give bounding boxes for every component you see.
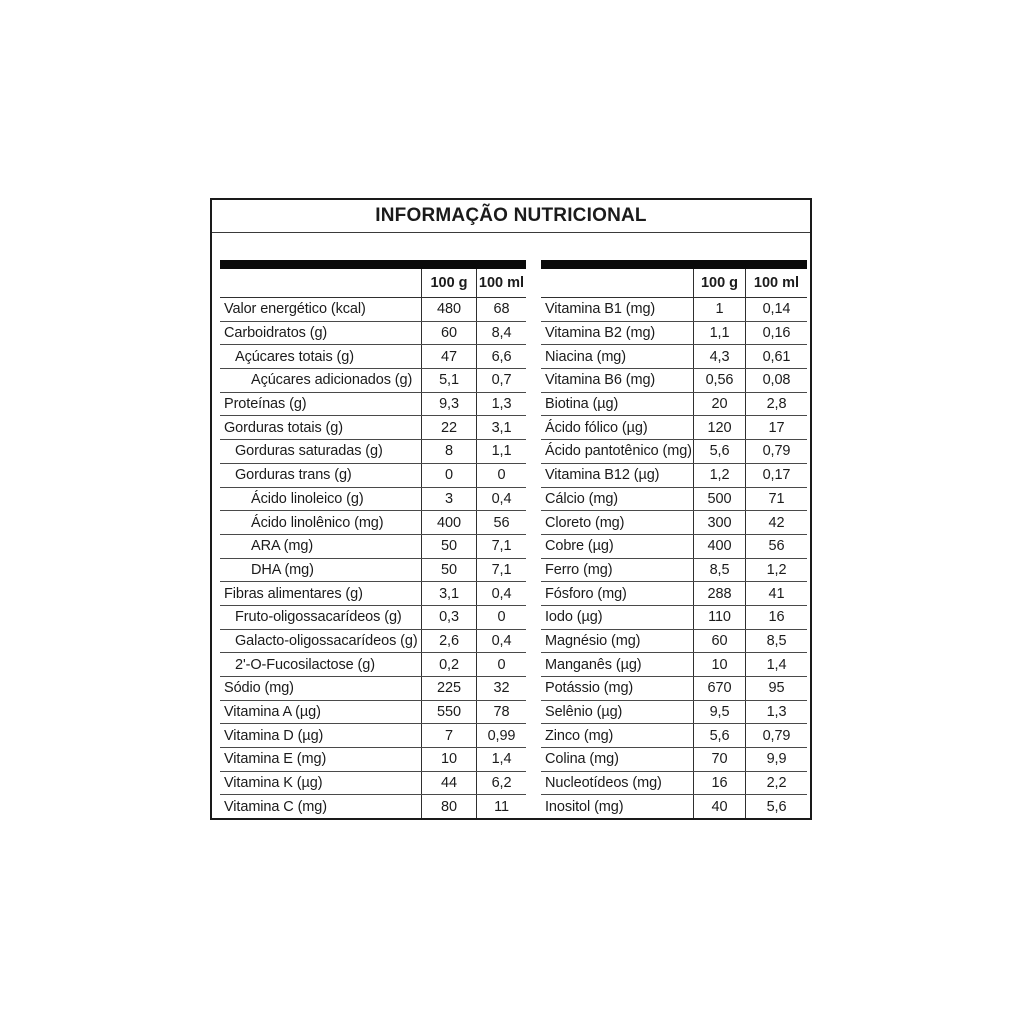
nutrient-label: Fósforo (mg): [545, 585, 627, 602]
table-row: [541, 322, 807, 346]
value-100g: 8: [421, 440, 476, 463]
value-100ml: 6,2: [476, 772, 526, 795]
nutrition-table-left: [220, 260, 526, 818]
nutrition-facts-panel: [210, 198, 812, 820]
nutrient-label: Vitamina A (µg): [224, 704, 321, 721]
value-100g: 5,1: [421, 369, 476, 392]
value-100ml: 7,1: [476, 559, 526, 582]
nutrient-label: Proteínas (g): [224, 396, 307, 413]
value-100g: 480: [421, 298, 476, 321]
value-100g: 16: [693, 772, 745, 795]
value-100ml: 1,4: [745, 653, 807, 676]
value-100ml: 8,5: [745, 630, 807, 653]
table-row: [220, 440, 526, 464]
value-100g: 47: [421, 345, 476, 368]
nutrient-label: Vitamina B1 (mg): [545, 301, 656, 318]
table-row: [541, 582, 807, 606]
value-100ml: 56: [476, 511, 526, 534]
value-100ml: 3,1: [476, 416, 526, 439]
table-row: [541, 724, 807, 748]
value-100g: 40: [693, 795, 745, 818]
table-row: [220, 630, 526, 654]
value-100ml: 17: [745, 416, 807, 439]
value-100g: 110: [693, 606, 745, 629]
table-body: [541, 298, 807, 818]
header-label-cell: [220, 269, 421, 297]
table-row: [541, 393, 807, 417]
table-row: [541, 677, 807, 701]
value-100ml: 2,2: [745, 772, 807, 795]
table-row: [220, 416, 526, 440]
table-row: [541, 535, 807, 559]
value-100g: 1: [693, 298, 745, 321]
value-100ml: 2,8: [745, 393, 807, 416]
value-100ml: 71: [745, 488, 807, 511]
value-100ml: 0: [476, 606, 526, 629]
value-100ml: 95: [745, 677, 807, 700]
value-100g: 10: [421, 748, 476, 771]
value-100ml: 0,17: [745, 464, 807, 487]
nutrient-label: Ácido fólico (µg): [545, 419, 648, 436]
col-header-100ml: 100 ml: [476, 269, 526, 297]
value-100g: 60: [421, 322, 476, 345]
nutrient-label: Valor energético (kcal): [224, 301, 366, 318]
value-100ml: 1,2: [745, 559, 807, 582]
value-100ml: 78: [476, 701, 526, 724]
value-100g: 550: [421, 701, 476, 724]
value-100ml: 5,6: [745, 795, 807, 818]
table-row: [220, 298, 526, 322]
value-100g: 8,5: [693, 559, 745, 582]
nutrient-label: Vitamina E (mg): [224, 751, 327, 768]
table-row: [220, 535, 526, 559]
value-100ml: 0,14: [745, 298, 807, 321]
table-row: [541, 701, 807, 725]
nutrient-label: Cobre (µg): [545, 538, 614, 555]
col-header-100ml: 100 ml: [745, 269, 807, 297]
nutrient-label: Fibras alimentares (g): [224, 585, 363, 602]
value-100g: 0,2: [421, 653, 476, 676]
value-100ml: 7,1: [476, 535, 526, 558]
nutrient-label: Vitamina B12 (µg): [545, 467, 660, 484]
table-row: [541, 440, 807, 464]
table-row: [220, 701, 526, 725]
value-100g: 9,5: [693, 701, 745, 724]
value-100g: 60: [693, 630, 745, 653]
value-100ml: 32: [476, 677, 526, 700]
value-100g: 400: [693, 535, 745, 558]
value-100ml: 0,7: [476, 369, 526, 392]
value-100g: 0: [421, 464, 476, 487]
nutrient-label: Vitamina B6 (mg): [545, 372, 656, 389]
value-100g: 225: [421, 677, 476, 700]
value-100g: 22: [421, 416, 476, 439]
value-100ml: 0,61: [745, 345, 807, 368]
nutrient-label: Biotina (µg): [545, 396, 619, 413]
table-row: [220, 559, 526, 583]
header-label-cell: [541, 269, 693, 297]
table-row: [220, 795, 526, 818]
value-100g: 5,6: [693, 724, 745, 747]
table-row: [541, 772, 807, 796]
nutrient-label: Ferro (mg): [545, 561, 613, 578]
table-header-row: [220, 269, 526, 298]
table-row: [541, 369, 807, 393]
value-100g: 400: [421, 511, 476, 534]
value-100ml: 42: [745, 511, 807, 534]
value-100g: 9,3: [421, 393, 476, 416]
value-100ml: 6,6: [476, 345, 526, 368]
value-100g: 0,3: [421, 606, 476, 629]
value-100ml: 0,79: [745, 724, 807, 747]
nutrient-label: Vitamina B2 (mg): [545, 325, 656, 342]
value-100g: 1,1: [693, 322, 745, 345]
nutrient-label: Cálcio (mg): [545, 490, 619, 507]
nutrient-label: Carboidratos (g): [224, 325, 328, 342]
table-top-bar: [541, 260, 807, 269]
table-row: [220, 393, 526, 417]
value-100ml: 0,4: [476, 488, 526, 511]
nutrient-label: Ácido pantotênico (mg): [545, 443, 692, 460]
value-100ml: 0,4: [476, 582, 526, 605]
value-100ml: 1,4: [476, 748, 526, 771]
nutrient-label: Iodo (µg): [545, 609, 603, 626]
value-100g: 7: [421, 724, 476, 747]
value-100g: 120: [693, 416, 745, 439]
table-row: [541, 795, 807, 818]
table-row: [220, 724, 526, 748]
nutrient-label: Nucleotídeos (mg): [545, 775, 662, 792]
nutrient-label: DHA (mg): [251, 561, 314, 578]
nutrient-label: Selênio (µg): [545, 704, 623, 721]
panel-title: INFORMAÇÃO NUTRICIONAL: [212, 200, 810, 233]
nutrient-label: Gorduras saturadas (g): [235, 443, 383, 460]
table-row: [541, 511, 807, 535]
value-100ml: 68: [476, 298, 526, 321]
value-100g: 80: [421, 795, 476, 818]
nutrient-label: Açúcares totais (g): [235, 348, 354, 365]
table-row: [220, 322, 526, 346]
table-row: [220, 772, 526, 796]
value-100ml: 0,99: [476, 724, 526, 747]
table-row: [220, 582, 526, 606]
table-row: [541, 630, 807, 654]
table-body: [220, 298, 526, 818]
value-100ml: 8,4: [476, 322, 526, 345]
value-100ml: 1,3: [476, 393, 526, 416]
table-row: [541, 559, 807, 583]
table-top-bar: [220, 260, 526, 269]
value-100ml: 0,79: [745, 440, 807, 463]
nutrient-label: Colina (mg): [545, 751, 619, 768]
nutrient-label: ARA (mg): [251, 538, 314, 555]
value-100g: 50: [421, 535, 476, 558]
value-100g: 1,2: [693, 464, 745, 487]
table-row: [541, 748, 807, 772]
nutrient-label: Vitamina K (µg): [224, 775, 323, 792]
col-header-100g: 100 g: [421, 269, 476, 297]
table-row: [541, 298, 807, 322]
value-100g: 3: [421, 488, 476, 511]
nutrient-label: Zinco (mg): [545, 727, 614, 744]
nutrient-label: Açúcares adicionados (g): [251, 372, 413, 389]
value-100ml: 0,08: [745, 369, 807, 392]
nutrient-label: Magnésio (mg): [545, 632, 641, 649]
value-100g: 670: [693, 677, 745, 700]
table-row: [541, 416, 807, 440]
table-row: [220, 345, 526, 369]
col-header-100g: 100 g: [693, 269, 745, 297]
nutrient-label: Cloreto (mg): [545, 514, 625, 531]
table-header-row: [541, 269, 807, 298]
nutrient-label: Potássio (mg): [545, 680, 634, 697]
table-row: [220, 488, 526, 512]
nutrient-label: Inositol (mg): [545, 798, 624, 815]
value-100g: 20: [693, 393, 745, 416]
table-row: [541, 464, 807, 488]
table-row: [541, 653, 807, 677]
table-row: [541, 606, 807, 630]
table-row: [220, 464, 526, 488]
table-row: [220, 748, 526, 772]
nutrient-label: Manganês (µg): [545, 656, 642, 673]
table-row: [220, 606, 526, 630]
nutrient-label: Gorduras totais (g): [224, 419, 343, 436]
value-100g: 70: [693, 748, 745, 771]
nutrient-label: Niacina (mg): [545, 348, 626, 365]
nutrient-label: Ácido linolênico (mg): [251, 514, 384, 531]
nutrient-label: Gorduras trans (g): [235, 467, 352, 484]
value-100ml: 41: [745, 582, 807, 605]
value-100g: 0,56: [693, 369, 745, 392]
nutrient-label: Vitamina D (µg): [224, 727, 324, 744]
tables-container: [212, 233, 810, 818]
value-100g: 3,1: [421, 582, 476, 605]
value-100g: 300: [693, 511, 745, 534]
table-row: [220, 369, 526, 393]
value-100ml: 16: [745, 606, 807, 629]
nutrient-label: Fruto-oligossacarídeos (g): [235, 609, 402, 626]
table-row: [220, 511, 526, 535]
table-row: [220, 677, 526, 701]
value-100ml: 0: [476, 464, 526, 487]
value-100ml: 11: [476, 795, 526, 818]
value-100ml: 0,4: [476, 630, 526, 653]
value-100ml: 0,16: [745, 322, 807, 345]
nutrient-label: Galacto-oligossacarídeos (g): [235, 632, 418, 649]
value-100ml: 9,9: [745, 748, 807, 771]
table-row: [220, 653, 526, 677]
value-100g: 288: [693, 582, 745, 605]
value-100g: 500: [693, 488, 745, 511]
nutrient-label: Sódio (mg): [224, 680, 294, 697]
nutrition-table-right: [541, 260, 807, 818]
value-100ml: 56: [745, 535, 807, 558]
value-100g: 44: [421, 772, 476, 795]
table-row: [541, 345, 807, 369]
table-row: [541, 488, 807, 512]
value-100ml: 1,1: [476, 440, 526, 463]
nutrient-label: 2'-O-Fucosilactose (g): [235, 656, 375, 673]
value-100g: 4,3: [693, 345, 745, 368]
value-100g: 2,6: [421, 630, 476, 653]
value-100g: 50: [421, 559, 476, 582]
value-100g: 10: [693, 653, 745, 676]
nutrient-label: Vitamina C (mg): [224, 798, 327, 815]
value-100g: 5,6: [693, 440, 745, 463]
value-100ml: 0: [476, 653, 526, 676]
nutrient-label: Ácido linoleico (g): [251, 490, 364, 507]
value-100ml: 1,3: [745, 701, 807, 724]
